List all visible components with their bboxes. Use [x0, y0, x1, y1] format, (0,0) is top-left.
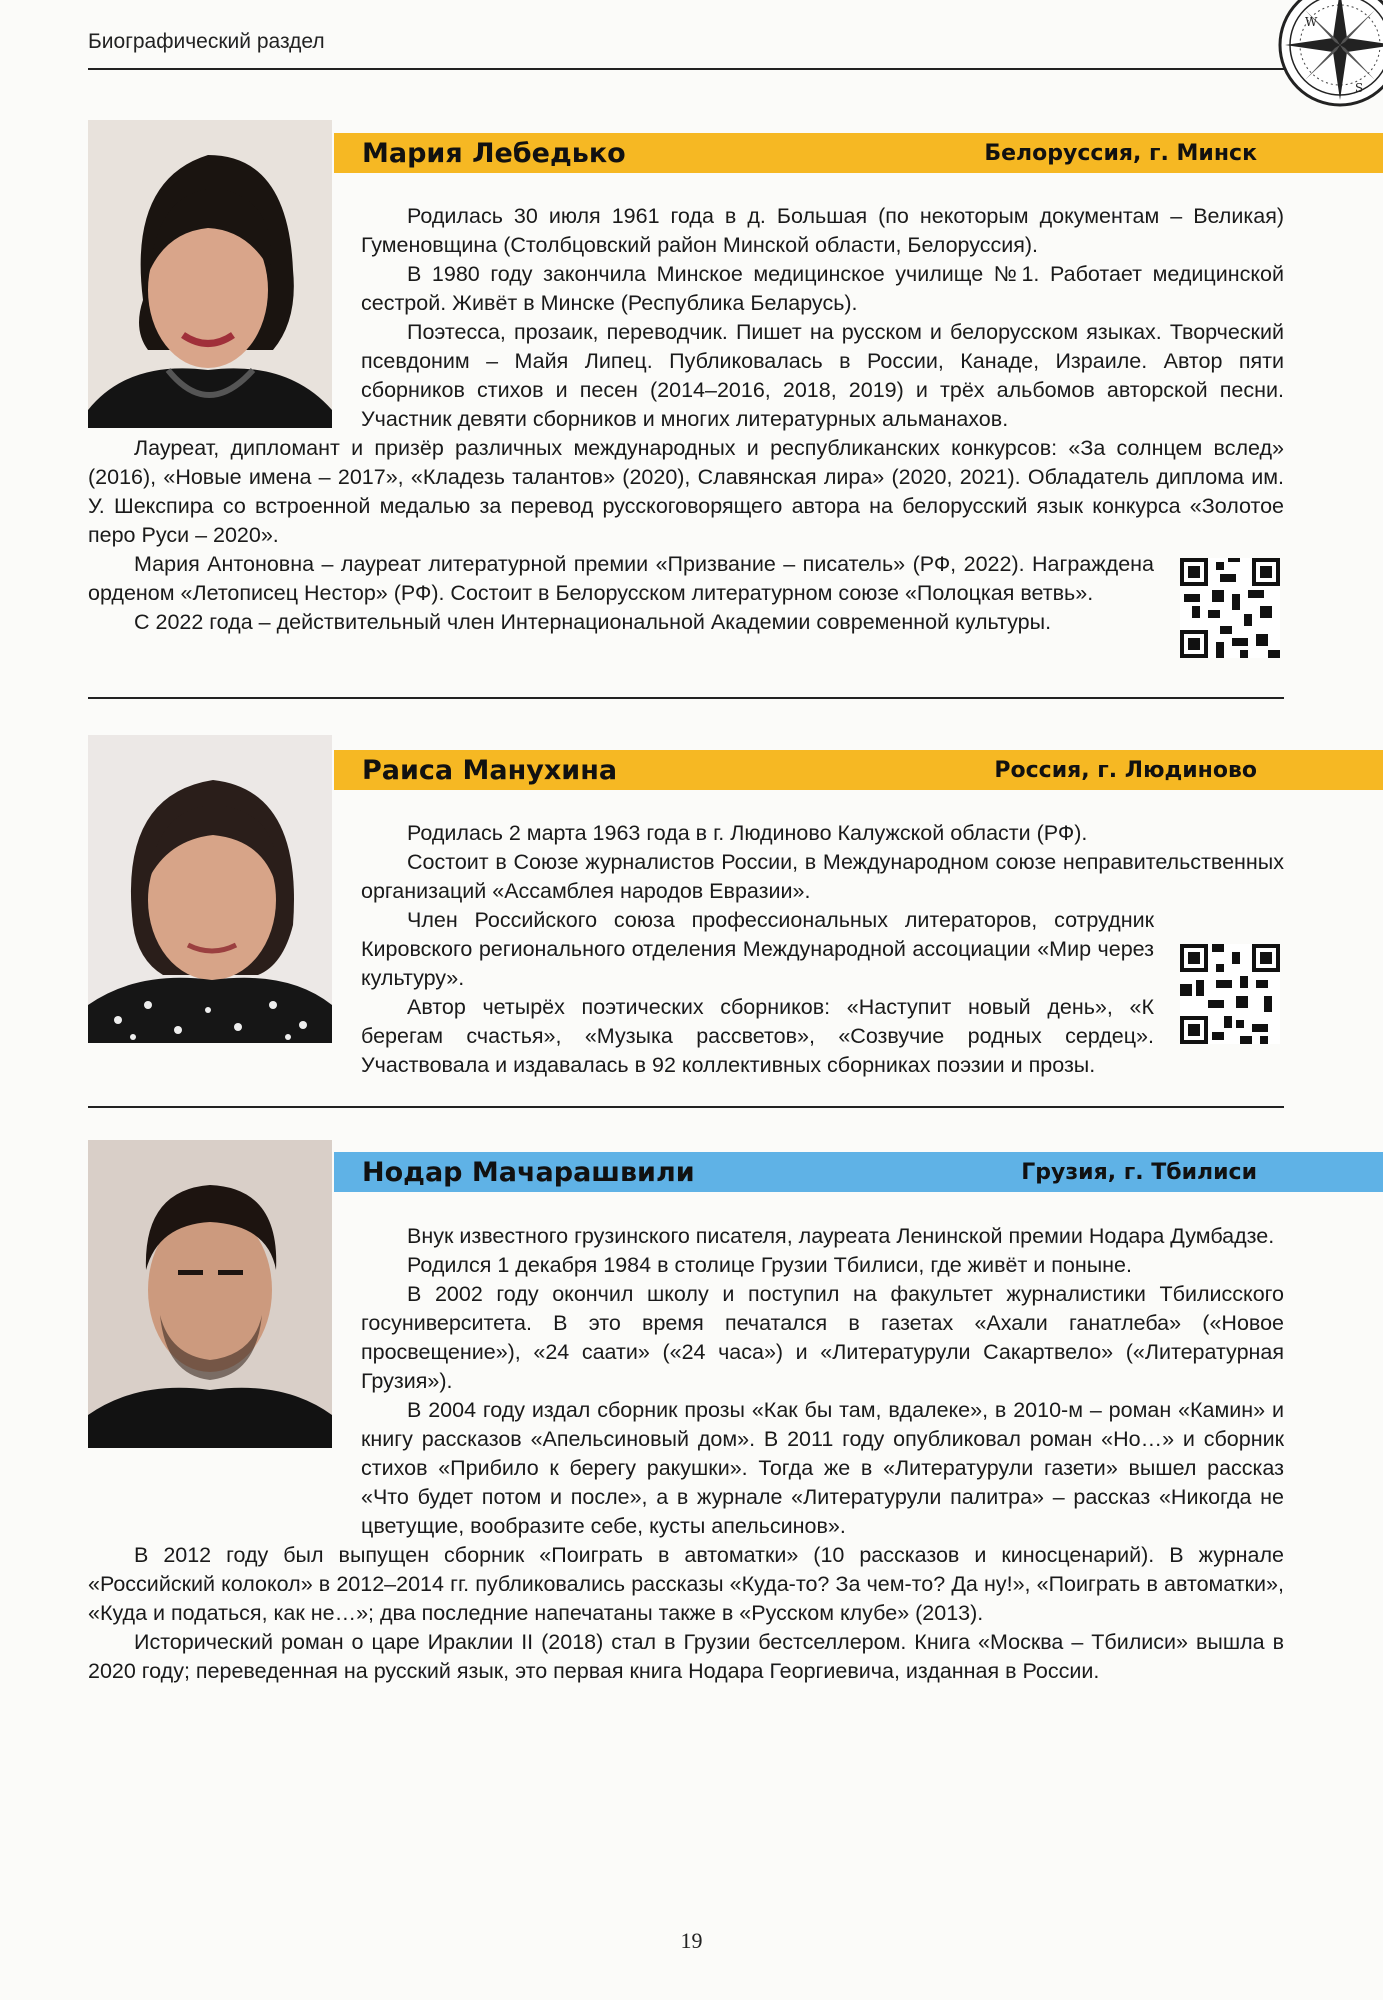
person-location: Грузия, г. Тбилиси	[1021, 1159, 1257, 1185]
section-divider	[88, 697, 1284, 699]
biography-text	[88, 202, 1284, 637]
svg-text:S: S	[1355, 81, 1364, 95]
page-number: 19	[680, 1928, 703, 1953]
person-location: Россия, г. Людиново	[994, 757, 1257, 783]
biography-text	[88, 1222, 1284, 1686]
bio-paragraph: Родилась 2 марта 1963 года в г. Людиново Калужской области (РФ).	[407, 821, 1088, 845]
person-name: Мария Лебедько	[362, 137, 626, 169]
bio-paragraph: Лауреат, дипломант и призёр различных международных и республиканских конкурсов: «За солнцем вслед» (2016), «Новые имена – 2017», «Кладезь талантов» (2020), Славянская лира» (2020, 2021). Обладатель диплома им. У. Шекспира со встроенной медалью за перевод русскоговорящего автора на белорусский язык конкурса «Золотое перо Руси – 2020».	[88, 436, 1284, 547]
bio-paragraph: Мария Антоновна – лауреат литературной премии «Призвание – писатель» (РФ, 2022). Награждена орденом «Летописец Нестор» (РФ). Состоит в Белорусском литературном союзе «Полоцкая ветвь».	[88, 552, 1154, 605]
name-bar	[334, 1152, 1383, 1192]
svg-text:W: W	[1305, 15, 1318, 29]
bio-paragraph: В 1980 году закончила Минское медицинское училище №1. Работает медицинской сестрой. Живёт в Минске (Республика Беларусь).	[361, 262, 1284, 315]
bio-paragraph: В 2002 году окончил школу и поступил на факультет журналистики Тбилисского госуниверситета. В это время печатался в газетах «Ахали ганатлеба» («Новое просвещение»), «24 саати» («24 часа») и «Литературули Сакартвело» («Литературная Грузия»).	[361, 1282, 1284, 1393]
name-bar	[334, 750, 1383, 790]
section-divider	[88, 1106, 1284, 1108]
person-name: Нодар Мачарашвили	[362, 1156, 695, 1188]
bio-paragraph: Исторический роман о царе Ираклии II (2018) стал в Грузии бестселлером. Книга «Москва – Тбилиси» вышла в 2020 году; переведенная на русский язык, это первая книга Нодара Георгиевича, изданная в России.	[88, 1630, 1284, 1683]
bio-paragraph: Поэтесса, прозаик, переводчик. Пишет на русском и белорусском языках. Творческий псевдоним – Майя Липец. Публиковалась в России, Канаде, Израиле. Автор пяти сборников стихов и песен (2014–2016, 2018, 2019) и трёх альбомов авторской песни. Участник девяти сборников и многих литературных альманахов.	[361, 320, 1284, 431]
bio-paragraph: Член Российского союза профессиональных литераторов, сотрудник Кировского регионального отделения Международной ассоциации «Мир через культуру».	[361, 908, 1154, 990]
biography-text	[88, 819, 1284, 1080]
bio-paragraph: Родился 1 декабря 1984 в столице Грузии Тбилиси, где живёт и поныне.	[407, 1253, 1132, 1277]
bio-paragraph: С 2022 года – действительный член Интернациональной Академии современной культуры.	[134, 610, 1052, 634]
header-rule	[88, 68, 1288, 70]
bio-paragraph: Родилась 30 июля 1961 года в д. Большая (по некоторым документам – Великая) Гуменовщина (Столбцовский район Минской области, Белоруссия).	[361, 204, 1284, 257]
person-location: Белоруссия, г. Минск	[984, 140, 1257, 166]
bio-paragraph: Автор четырёх поэтических сборников: «Наступит новый день», «К берегам счастья», «Музыка рассветов», «Созвучие родных сердец». Участвовала и издавалась в 92 коллективных сборниках поэзии и прозы.	[361, 995, 1154, 1077]
qr-code-icon[interactable]	[1180, 944, 1280, 1044]
running-head: Биографический раздел	[88, 30, 325, 53]
bio-paragraph: Внук известного грузинского писателя, лауреата Ленинской премии Нодара Думбадзе.	[407, 1224, 1275, 1248]
qr-code-icon[interactable]	[1180, 558, 1280, 658]
bio-paragraph: В 2012 году был выпущен сборник «Поиграть в автоматки» (10 рассказов и киносценарий). В журнале «Российский колокол» в 2012–2014 гг. публиковались рассказы «Куда-то? За чем-то? Да ну!», «Поиграть в автоматки», «Куда и податься, как не…»; два последние напечатаны также в «Русском клубе» (2013).	[88, 1543, 1284, 1625]
person-name: Раиса Манухина	[362, 754, 618, 786]
bio-paragraph: Состоит в Союзе журналистов России, в Международном союзе неправительственных организаций «Ассамблея народов Евразии».	[361, 850, 1284, 903]
compass-icon	[1275, 0, 1383, 110]
bio-paragraph: В 2004 году издал сборник прозы «Как бы там, вдалеке», в 2010-м – роман «Камин» и книгу рассказов «Апельсиновый дом». В 2011 году опубликовал роман «Но…» и сборник стихов «Прибило к берегу ракушки». Тогда же в «Литературули газети» вышел рассказ «Что будет потом и после», а в журнале «Литературули палитра» – рассказ «Никогда не цветущие, вообразите себе, кусты апельсинов».	[361, 1398, 1284, 1538]
name-bar	[334, 133, 1383, 173]
